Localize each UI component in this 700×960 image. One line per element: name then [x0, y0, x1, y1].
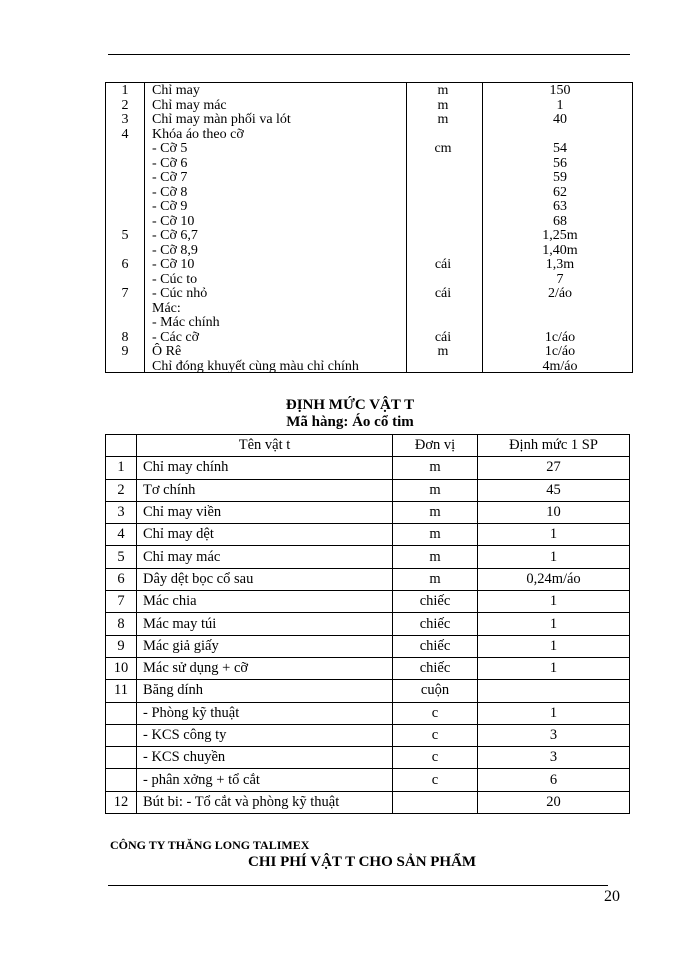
table-row [106, 524, 630, 546]
table1-cell-value: 1,3m [545, 257, 575, 272]
table1-cell-unit [409, 157, 477, 172]
table2-cell-num: 9 [106, 635, 137, 657]
table2-cell-value: 27 [478, 457, 630, 479]
table2-cell-unit: m [393, 546, 478, 568]
table2-cell-name: Chỉ may viền [137, 501, 393, 523]
table-divider [406, 83, 407, 372]
table1-cell-value: 40 [553, 112, 567, 127]
table1-cell-num: 7 [121, 286, 129, 301]
table-row [106, 501, 630, 523]
table1-cell-unit [409, 128, 477, 143]
table1-cell-name: - Cỡ 10 [152, 257, 195, 272]
table1-cell-value: 2/áo [547, 286, 573, 301]
table1-cell-num [106, 302, 144, 317]
table-row [106, 724, 630, 746]
product-code: Mã hàng: Áo cổ tim [286, 414, 414, 430]
table1-cell-name: - Cỡ 6 [152, 155, 188, 171]
table1-cell-unit: m [437, 97, 449, 113]
header-num [106, 435, 137, 457]
table1-cell-unit [409, 229, 477, 244]
table-divider [144, 83, 145, 372]
table2-cell-value: 45 [478, 479, 630, 501]
table-row [106, 479, 630, 501]
table1-cell-num [106, 273, 144, 288]
table1-cell-unit [409, 302, 477, 317]
table1-cell-unit: cái [434, 257, 452, 272]
table1-cell-name: Chỉ may mác [152, 97, 227, 113]
table1-cell-num: 1 [121, 83, 129, 98]
materials-table-1 [105, 82, 633, 373]
table1-cell-num: 3 [121, 112, 129, 127]
table2-cell-value: 10 [478, 501, 630, 523]
table1-cell-unit [409, 200, 477, 215]
table1-cell-value [488, 316, 632, 331]
table1-cell-num: 4 [121, 126, 129, 142]
table1-cell-name: Chỉ may màn phối va lót [152, 112, 291, 127]
table1-cell-unit [409, 360, 477, 375]
table1-cell-value: 150 [549, 83, 571, 98]
table1-cell-unit: m [437, 112, 449, 127]
table-row [106, 657, 630, 679]
table2-cell-value: 3 [478, 724, 630, 746]
table-title: ĐỊNH MỨC VẬT T [285, 397, 415, 413]
header-value: Định mức 1 SP [478, 435, 630, 457]
table-row [106, 591, 630, 613]
table2-cell-num: 5 [106, 546, 137, 568]
table1-cell-unit: m [437, 344, 449, 359]
table2-cell-num: 3 [106, 501, 137, 523]
table2-cell-unit: chiếc [393, 613, 478, 635]
table2-cell-name: - phân xởng + tổ cắt [137, 769, 393, 791]
table2-cell-num: 1 [106, 457, 137, 479]
table1-cell-unit [409, 171, 477, 186]
table1-cell-unit: m [437, 83, 449, 98]
table2-cell-name: Chỉ may mác [137, 546, 393, 568]
table2-cell-name: Mác giả giấy [137, 635, 393, 657]
table1-cell-name: - Cỡ 6,7 [152, 228, 198, 243]
company-name: CÔNG TY THĂNG LONG TALIMEX [110, 838, 310, 852]
table1-cell-value: 1c/áo [544, 344, 576, 359]
table2-cell-num [106, 747, 137, 769]
table2-cell-num [106, 769, 137, 791]
table2-cell-name: Băng dính [137, 680, 393, 702]
page-number: 20 [604, 888, 620, 905]
table2-cell-name: Tơ chính [137, 479, 393, 501]
table2-cell-unit: c [393, 747, 478, 769]
table2-cell-value: 0,24m/áo [478, 568, 630, 590]
table2-cell-unit: chiếc [393, 657, 478, 679]
table1-cell-num [106, 142, 144, 157]
table1-cell-unit [409, 273, 477, 288]
table2-cell-num: 7 [106, 591, 137, 613]
table2-cell-unit: c [393, 702, 478, 724]
table2-cell-name: Chỉ may dệt [137, 524, 393, 546]
table-row [106, 635, 630, 657]
table1-cell-name: Khóa áo theo cỡ [152, 126, 244, 142]
table2-cell-value: 1 [478, 702, 630, 724]
table2-cell-name: Mác may túi [137, 613, 393, 635]
table1-cell-unit: cm [434, 141, 452, 156]
table1-cell-num [106, 200, 144, 215]
table2-cell-unit: c [393, 769, 478, 791]
table2-cell-name: - Phòng kỹ thuật [137, 702, 393, 724]
table2-cell-unit [393, 791, 478, 813]
table-row [106, 680, 630, 702]
table1-cell-value: 59 [553, 170, 567, 185]
table1-cell-name: Chỉ đóng khuyết cùng màu chỉ chính [152, 358, 359, 374]
table1-cell-unit: cái [434, 286, 452, 301]
table1-cell-name: - Mác chính [152, 315, 220, 330]
table2-cell-unit: chiếc [393, 635, 478, 657]
table2-cell-value: 1 [478, 524, 630, 546]
table2-cell-value: 1 [478, 657, 630, 679]
table1-cell-value: 1c/áo [544, 329, 576, 345]
table1-cell-value: 1,40m [542, 242, 578, 258]
header-rule [108, 54, 630, 55]
table1-cell-value: 1 [556, 97, 564, 113]
table1-cell-name: - Cỡ 5 [152, 141, 188, 156]
table2-cell-value: 1 [478, 591, 630, 613]
table1-cell-unit [409, 186, 477, 201]
table-row [106, 613, 630, 635]
table1-cell-name: - Cỡ 7 [152, 170, 188, 185]
table2-cell-num [106, 702, 137, 724]
table1-cell-name: Chỉ may [152, 83, 200, 98]
table1-cell-unit: cái [434, 329, 452, 345]
table2-cell-num: 11 [106, 680, 137, 702]
table1-cell-unit [409, 215, 477, 230]
table1-cell-value: 7 [556, 271, 564, 287]
table1-cell-value [488, 128, 632, 143]
table2-cell-value: 20 [478, 791, 630, 813]
table1-cell-value: 4m/áo [542, 358, 578, 374]
table2-cell-value: 6 [478, 769, 630, 791]
table-row [106, 457, 630, 479]
table1-cell-unit [409, 316, 477, 331]
table2-cell-num: 4 [106, 524, 137, 546]
table2-cell-value: 1 [478, 635, 630, 657]
table1-cell-name: - Các cỡ [152, 329, 200, 345]
table2-cell-name: Bút bi: - Tổ cắt và phòng kỹ thuật [137, 791, 393, 813]
table2-cell-unit: m [393, 479, 478, 501]
table2-cell-value [478, 680, 630, 702]
table2-cell-name: Dây dệt bọc cổ sau [137, 568, 393, 590]
table2-cell-name: Mác chia [137, 591, 393, 613]
table-row [106, 791, 630, 813]
table2-cell-unit: m [393, 568, 478, 590]
table2-cell-name: - KCS chuyền [137, 747, 393, 769]
table1-cell-num: 5 [121, 228, 129, 243]
table2-cell-num: 10 [106, 657, 137, 679]
table1-cell-num [106, 360, 144, 375]
table2-cell-unit: m [393, 524, 478, 546]
table1-cell-num [106, 316, 144, 331]
footer-rule [108, 885, 608, 886]
table1-cell-value: 63 [553, 199, 567, 214]
table1-cell-name: - Cúc nhỏ [152, 286, 208, 301]
table1-cell-value [488, 302, 632, 317]
table1-cell-num: 9 [121, 344, 129, 359]
table-row [106, 568, 630, 590]
table2-cell-value: 3 [478, 747, 630, 769]
table1-cell-name: - Cỡ 8,9 [152, 242, 198, 258]
table1-cell-name: Ô Rê [152, 344, 182, 359]
section-subtitle: CHI PHÍ VẬT T CHO SẢN PHẨM [248, 854, 477, 870]
table-divider [482, 83, 483, 372]
table1-cell-name: - Cúc to [152, 271, 198, 287]
table2-cell-unit: m [393, 501, 478, 523]
table2-cell-num: 2 [106, 479, 137, 501]
table2-cell-unit: m [393, 457, 478, 479]
table1-cell-num [106, 157, 144, 172]
table1-cell-value: 54 [553, 141, 567, 156]
table-row [106, 747, 630, 769]
table1-cell-name: Mác: [152, 300, 181, 316]
table1-cell-num: 6 [121, 257, 129, 272]
table1-cell-unit [409, 244, 477, 259]
table1-cell-value: 1,25m [542, 228, 578, 243]
materials-table-2 [105, 434, 630, 814]
table2-cell-num: 8 [106, 613, 137, 635]
table2-cell-value: 1 [478, 546, 630, 568]
table1-cell-num: 8 [121, 329, 129, 345]
table2-cell-unit: chiếc [393, 591, 478, 613]
table1-cell-num [106, 244, 144, 259]
table1-cell-num: 2 [121, 97, 129, 113]
table1-cell-value: 56 [553, 155, 567, 171]
table1-cell-name: - Cỡ 9 [152, 199, 188, 214]
table-header-row [106, 435, 630, 457]
table2-cell-name: - KCS công ty [137, 724, 393, 746]
table1-cell-name: - Cỡ 10 [152, 213, 195, 229]
table1-cell-num [106, 215, 144, 230]
table2-cell-unit: cuộn [393, 680, 478, 702]
header-name: Tên vật t [137, 435, 393, 457]
table2-cell-unit: c [393, 724, 478, 746]
table2-cell-num: 12 [106, 791, 137, 813]
table1-cell-value: 68 [553, 213, 567, 229]
table1-cell-name: - Cỡ 8 [152, 184, 188, 200]
table2-cell-name: Mác sử dụng + cỡ [137, 657, 393, 679]
table2-cell-name: Chỉ may chính [137, 457, 393, 479]
table1-cell-value: 62 [553, 184, 567, 200]
table1-cell-num [106, 186, 144, 201]
table-row [106, 546, 630, 568]
table-row [106, 769, 630, 791]
table-row [106, 702, 630, 724]
table1-cell-num [106, 171, 144, 186]
table2-cell-num [106, 724, 137, 746]
table2-cell-num: 6 [106, 568, 137, 590]
table2-cell-value: 1 [478, 613, 630, 635]
header-unit: Đơn vị [393, 435, 478, 457]
